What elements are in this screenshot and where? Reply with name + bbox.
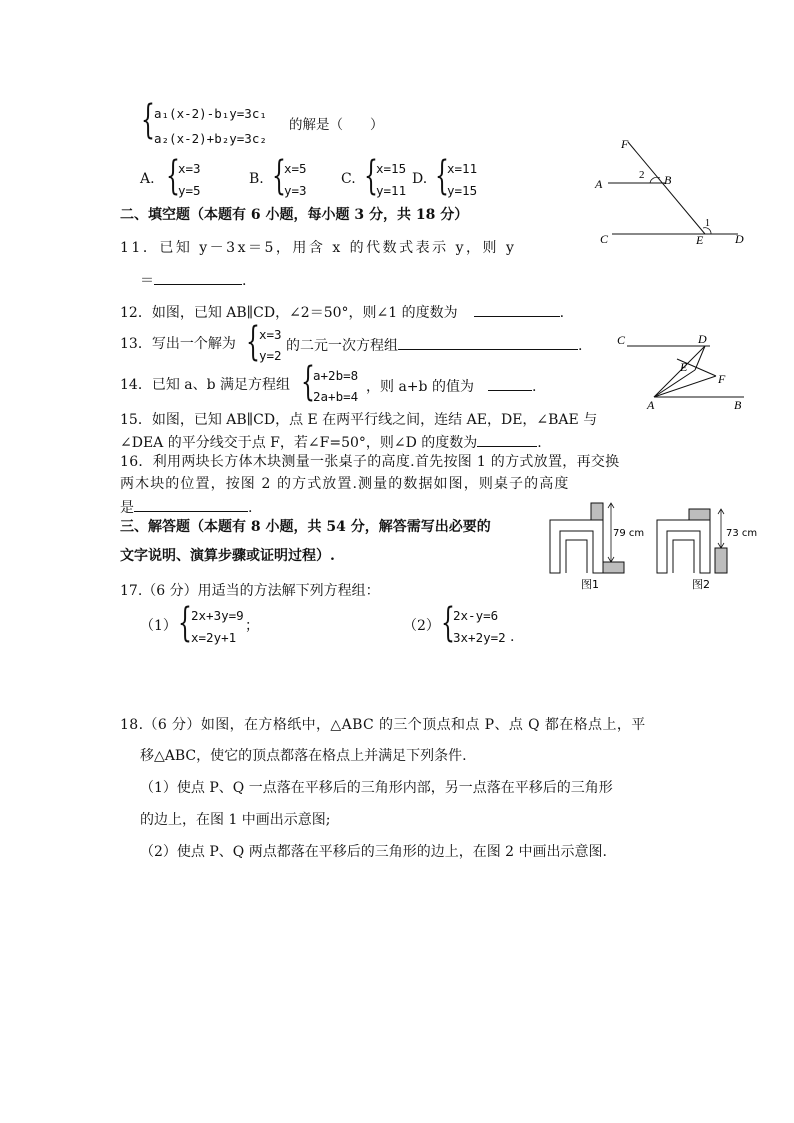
- segment-ae: [654, 370, 695, 397]
- part-label: （2）: [403, 618, 440, 634]
- label-b: B: [664, 173, 672, 187]
- brace: {: [364, 153, 378, 199]
- block-vertical: [715, 548, 727, 573]
- segment-af: [654, 376, 716, 397]
- segment-ed: [695, 346, 705, 370]
- q16-line3: [120, 499, 252, 515]
- q16-text: 是: [120, 500, 134, 516]
- label-2: 2: [639, 169, 645, 181]
- option-letter: A.: [140, 171, 155, 187]
- measure-79cm: 79 cm: [613, 528, 645, 539]
- q14-suffix: ，则 a+b 的值为: [366, 379, 474, 395]
- q14-prefix: 14．已知 a、b 满足方程组: [120, 377, 291, 393]
- q12-line: [120, 304, 564, 320]
- q18-line4: 的边上，在图 1 中画出示意图;: [140, 812, 331, 828]
- brace: {: [166, 153, 180, 199]
- equation: 2x+3y=9: [191, 608, 244, 623]
- figure-q15: [612, 330, 762, 415]
- period: .: [248, 500, 253, 516]
- label-d: D: [735, 232, 744, 246]
- brace: {: [435, 153, 449, 199]
- label-a: A: [595, 177, 603, 191]
- q11-line2: [140, 272, 246, 288]
- block-vertical: [591, 503, 603, 520]
- label-f: F: [621, 137, 629, 151]
- equation: y=2: [259, 348, 282, 363]
- label-b: B: [734, 398, 742, 412]
- answer-blank[interactable]: [488, 378, 532, 391]
- figure-q12: [590, 130, 790, 255]
- equation: x=15: [376, 161, 407, 176]
- q11-text: 11．已知 y－3x＝5，用含 x 的代数式表示 y，则 y: [120, 240, 517, 256]
- equation: y=3: [284, 183, 307, 198]
- equation: a₁(x-2)-b₁y=3c₁: [154, 106, 267, 121]
- answer-blank[interactable]: [134, 499, 248, 512]
- answer-blank[interactable]: [477, 434, 537, 447]
- equation: x=2y+1: [191, 630, 237, 645]
- brace: {: [178, 600, 192, 646]
- brace: {: [272, 153, 286, 199]
- equation: x=3: [178, 161, 201, 176]
- period: .: [559, 305, 565, 321]
- option-letter: C.: [341, 171, 356, 187]
- q18-line5: （2）使点 P、Q 两点都落在平移后的三角形的边上，在图 2 中画出示意图.: [140, 844, 607, 860]
- punctuation: .: [510, 629, 515, 645]
- q17-text: 17.（6 分）用适当的方法解下列方程组：: [120, 583, 380, 599]
- brace: {: [246, 319, 260, 365]
- brace: {: [141, 97, 155, 143]
- q18-line3: （1）使点 P、Q 一点落在平移后的三角形内部，另一点落在平移后的三角形: [140, 780, 613, 796]
- equation: x=11: [447, 161, 478, 176]
- equation: a₂(x-2)+b₂y=3c₂: [154, 131, 267, 146]
- table-figure-2: [657, 509, 757, 591]
- q16-line1: 16．利用两块长方体木块测量一张桌子的高度.首先按图 1 的方式放置，再交换: [120, 454, 620, 470]
- equation: y=15: [447, 183, 478, 198]
- transversal: [628, 142, 705, 234]
- equation: x=3: [259, 327, 282, 342]
- period: .: [537, 435, 542, 451]
- punctuation: ；: [245, 618, 259, 634]
- q15-text: ∠DEA 的平分线交于点 F，若∠F=50°，则∠D 的度数为: [120, 435, 478, 451]
- equals-sign: ＝: [140, 273, 154, 289]
- brace: {: [301, 359, 315, 405]
- q18-line1: 18.（6 分）如图，在方格纸中，△ABC 的三个顶点和点 P、点 Q 都在格点上，平: [120, 717, 646, 733]
- label-c: C: [617, 333, 626, 347]
- label-a: A: [647, 398, 655, 412]
- section-2-title: 二、填空题（本题有 6 小题，每小题 3 分，共 18 分）: [120, 207, 469, 223]
- block-horizontal: [689, 509, 710, 520]
- answer-blank[interactable]: [474, 304, 560, 317]
- measure-73cm: 73 cm: [726, 528, 758, 539]
- table-figure-1: [550, 503, 644, 591]
- q18-line2: 移△ABC，使它的顶点都落在格点上并满足下列条件.: [140, 748, 467, 764]
- question-suffix: 的解是（ ）: [289, 117, 384, 133]
- q16-line2: 两木块的位置，按图 2 的方式放置.测量的数据如图，则桌子的高度: [120, 476, 570, 492]
- part-label: （1）: [140, 618, 177, 634]
- equation: 2x-y=6: [453, 608, 499, 623]
- q13-suffix: 的二元一次方程组: [286, 338, 398, 354]
- period: .: [578, 338, 583, 354]
- equation: x=5: [284, 161, 307, 176]
- equation: 2a+b=4: [313, 389, 359, 404]
- section-3-line1: 三、解答题（本题有 8 小题，共 54 分，解答需写出必要的: [120, 519, 491, 535]
- equation: y=11: [376, 183, 407, 198]
- label-1: 1: [705, 218, 710, 229]
- label-f: F: [718, 372, 726, 386]
- period: .: [242, 273, 247, 289]
- q15-line1: 15．如图，已知 AB∥CD，点 E 在两平行线之间，连结 AE，DE，∠BAE 与: [120, 412, 598, 428]
- caption-fig-2: 图2: [692, 578, 710, 591]
- brace: {: [441, 600, 455, 646]
- option-letter: D.: [412, 171, 428, 187]
- answer-blank[interactable]: [398, 337, 578, 350]
- answer-blank[interactable]: [154, 272, 242, 285]
- q15-line2: [120, 434, 542, 450]
- equation: 3x+2y=2: [453, 630, 506, 645]
- label-d: D: [698, 332, 707, 346]
- label-e: E: [680, 360, 688, 374]
- option-letter: B.: [249, 171, 264, 187]
- q12-text: 12．如图，已知 AB∥CD，∠2＝50°，则∠1 的度数为: [120, 305, 458, 321]
- label-e: E: [696, 233, 704, 247]
- period: .: [531, 379, 537, 395]
- q14-suffix-line: [366, 378, 536, 394]
- block-horizontal: [603, 562, 624, 573]
- figure-q16: [545, 500, 785, 595]
- q13-suffix-line: [286, 337, 582, 353]
- caption-fig-1: 图1: [581, 578, 599, 591]
- q13-prefix: 13．写出一个解为: [120, 336, 236, 352]
- equation: a+2b=8: [313, 368, 359, 383]
- equation: y=5: [178, 183, 201, 198]
- section-3-line2: 文字说明、演算步骤或证明过程）.: [120, 548, 335, 564]
- label-c: C: [600, 232, 609, 246]
